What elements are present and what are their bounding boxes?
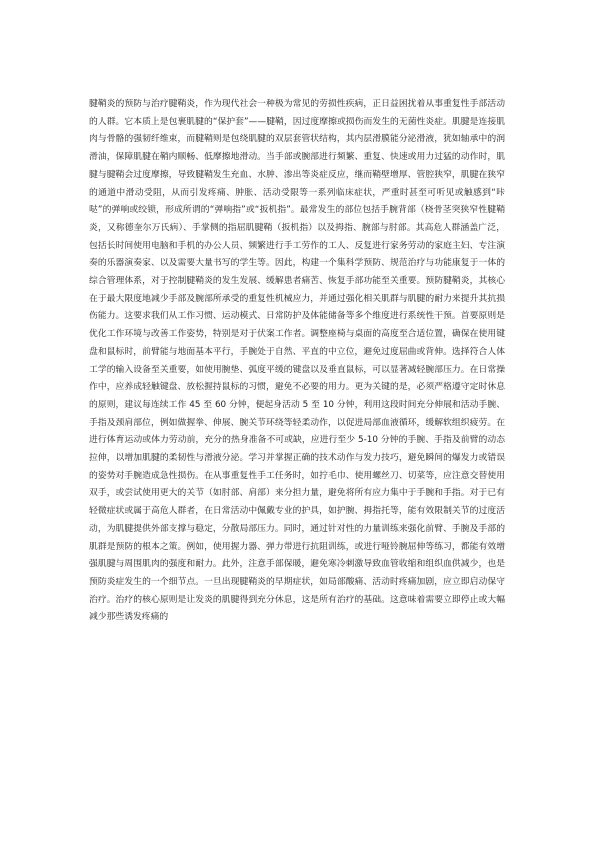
body-paragraph: 腱鞘炎的预防与治疗腱鞘炎，作为现代社会一种极为常见的劳损性疾病，正日益困扰着从事重复性手部活动的人群。它本质上是包裹肌腱的“保护套”——腱鞘，因过度摩擦或损伤而发生的无菌性炎症。肌腱是连接肌肉与骨骼的强韧纤维束，而腱鞘则是包绕肌腱的双层套管状结构，其内层滑膜能分泌滑液，犹如轴承中的润滑油，保障肌腱在鞘内顺畅、低摩擦地滑动。当手部或腕部进行频繁、重复、快速或用力过猛的动作时，肌腱与腱鞘会过度摩擦，导致腱鞘发生充血、水肿、渗出等炎症反应，继而鞘壁增厚、管腔狭窄，肌腱在狭窄的通道中滑动受阻，从而引发疼痛、肿胀、活动受限等一系列临床症状，严重时甚至可听见或触感到“咔哒”的弹响或绞锁，形成所谓的“弹响指”或“扳机指”。最常发生的部位包括手腕背部（桡骨茎突狭窄性腱鞘炎，又称德奎尔万氏病）、手掌侧的指屈肌腱鞘（扳机指）以及拇指、腕部与肘部。其高危人群涵盖广泛，包括长时间使用电脑和手机的办公人员、频繁进行手工劳作的工人、反复进行家务劳动的家庭主妇、专注演奏的乐器演奏家、以及需要大量书写的学生等。因此，构建一个集科学预防、规范治疗与功能康复于一体的综合管理体系，对于控制腱鞘炎的发生发展、缓解患者痛苦、恢复手部功能至关重要。预防腱鞘炎，其核心在于最大限度地减少手部及腕部所承受的重复性机械应力，并通过强化相关肌群与肌腱的耐力来提升其抗损伤能力。这要求我们从工作习惯、运动模式、日常防护及体能储备等多个维度进行系统性干预。首要原则是优化工作环境与改善工作姿势，特别是对于伏案工作者。调整座椅与桌面的高度至合适位置，确保在使用键盘和鼠标时，前臂能与地面基本平行，手腕处于自然、平直的中立位，避免过度屈曲或背伸。选择符合人体工学的输入设备至关重要，如使用腕垫、弧度平缓的键盘以及垂直鼠标，可以显著减轻腕部压力。在日常操作中，应养成轻触键盘、放松握持鼠标的习惯，避免不必要的用力。更为关键的是，必须严格遵守定时休息的原则，建议每连续工作 45 至 60 分钟，便起身活动 5 至 10 分钟，利用这段时间充分伸展和活动手腕、手指及颈肩部位，例如做握拳、伸展、腕关节环绕等轻柔动作，以促进局部血液循环，缓解软组织疲劳。在进行体育运动或体力劳动前，充分的热身准备不可或缺，应进行至少 5-10 分钟的手腕、手指及前臂的动态拉伸，以增加肌腱的柔韧性与滑液分泌。学习并掌握正确的技术动作与发力技巧，避免瞬间的爆发力或错误的姿势对手腕造成急性损伤。在从事重复性手工任务时，如拧毛巾、使用螺丝刀、切菜等，应注意交替使用双手，或尝试使用更大的关节（如肘部、肩部）来分担力量，避免将所有应力集中于手腕和手指。对于已有轻微症状或属于高危人群者，在日常活动中佩戴专业的护具，如护腕、拇指托等，能有效限制关节的过度活动，为肌腱提供外部支撑与稳定，分散局部压力。同时，通过针对性的力量训练来强化前臂、手腕及手部的肌群是预防的根本之策。例如，使用握力器、弹力带进行抗阻训练，或进行哑铃腕屈伸等练习，都能有效增强肌腱与周围肌肉的强度和耐力。此外，注意手部保暖，避免寒冷刺激导致血管收缩和组织血供减少，也是预防炎症发生的一个细节点。一旦出现腱鞘炎的早期症状，如局部酸痛、活动时疼痛加剧，应立即启动保守治疗。治疗的核心原则是让发炎的肌腱得到充分休息，这是所有治疗的基础。这意味着需要立即停止或大幅减少那些诱发疼痛的 <box>89 99 505 623</box>
